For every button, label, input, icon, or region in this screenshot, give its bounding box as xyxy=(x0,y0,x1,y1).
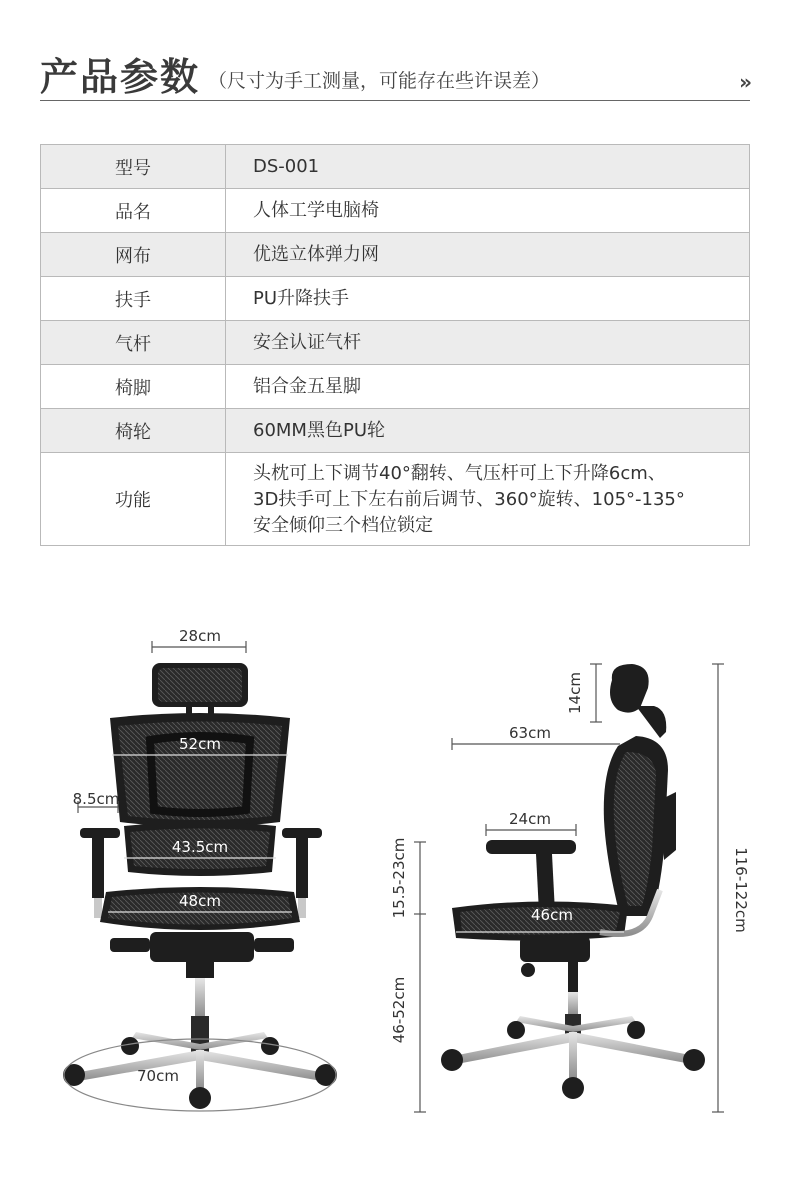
spec-value-line: PU升降扶手 xyxy=(253,287,350,309)
spec-value-line: DS-001 xyxy=(253,155,320,177)
dim-lumbar-width: 43.5cm xyxy=(171,838,229,856)
spec-row xyxy=(41,453,750,546)
spec-value xyxy=(226,145,750,189)
spec-row xyxy=(41,409,750,453)
spec-value xyxy=(226,189,750,233)
spec-value-line: 头枕可上下调节40°翻转、气压杆可上下升降6cm、 xyxy=(253,463,666,484)
dim-headrest-width: 28cm xyxy=(179,627,221,645)
dim-seat-depth: 46cm xyxy=(531,906,573,924)
spec-value xyxy=(226,321,750,365)
spec-row xyxy=(41,189,750,233)
dim-seat-width: 48cm xyxy=(179,892,221,910)
spec-row xyxy=(41,145,750,189)
spec-value xyxy=(226,277,750,321)
spec-value-line: 安全倾仰三个档位锁定 xyxy=(253,515,433,536)
spec-table xyxy=(40,144,750,546)
spec-value-line: 安全认证气杆 xyxy=(253,331,361,353)
dim-total-height: 116-122cm xyxy=(732,847,750,933)
spec-label: 气杆 xyxy=(41,321,226,365)
side-view-chair xyxy=(441,664,705,1099)
spec-value-line: 60MM黑色PU轮 xyxy=(253,419,385,441)
dim-base-diameter: 70cm xyxy=(137,1067,179,1085)
dim-seat-height: 46-52cm xyxy=(390,976,408,1044)
section-header xyxy=(40,44,750,101)
dim-depth: 63cm xyxy=(509,724,551,742)
spec-value xyxy=(226,365,750,409)
spec-row xyxy=(41,277,750,321)
spec-label: 椅轮 xyxy=(41,409,226,453)
spec-value-line: 3D扶手可上下左右前后调节、360°旋转、105°-135° xyxy=(253,489,685,510)
spec-label: 椅脚 xyxy=(41,365,226,409)
spec-label: 型号 xyxy=(41,145,226,189)
chair-diagram-svg xyxy=(0,560,790,1201)
spec-value-line: 铝合金五星脚 xyxy=(253,375,361,397)
spec-value-line: 优选立体弹力网 xyxy=(253,243,379,265)
front-view-chair xyxy=(63,663,337,1109)
dim-back-width: 52cm xyxy=(179,735,221,753)
spec-value xyxy=(226,233,750,277)
spec-value xyxy=(226,409,750,453)
spec-row xyxy=(41,365,750,409)
double-chevron-right-icon: » xyxy=(739,70,746,94)
dim-armrest-length: 24cm xyxy=(509,810,551,828)
spec-value xyxy=(226,453,750,546)
spec-value-line: 人体工学电脑椅 xyxy=(253,199,379,221)
spec-label: 网布 xyxy=(41,233,226,277)
dim-armrest-width: 8.5cm xyxy=(72,790,120,808)
section-title: 产品参数 xyxy=(40,55,201,99)
dimension-diagram xyxy=(0,560,790,1201)
spec-label: 品名 xyxy=(41,189,226,233)
dim-armrest-height: 15.5-23cm xyxy=(390,837,408,919)
section-subtitle: （尺寸为手工测量，可能存在些许误差） xyxy=(208,70,551,92)
spec-row xyxy=(41,321,750,365)
spec-label: 扶手 xyxy=(41,277,226,321)
spec-label: 功能 xyxy=(41,453,226,546)
dim-headrest-height: 14cm xyxy=(566,672,584,714)
spec-row xyxy=(41,233,750,277)
